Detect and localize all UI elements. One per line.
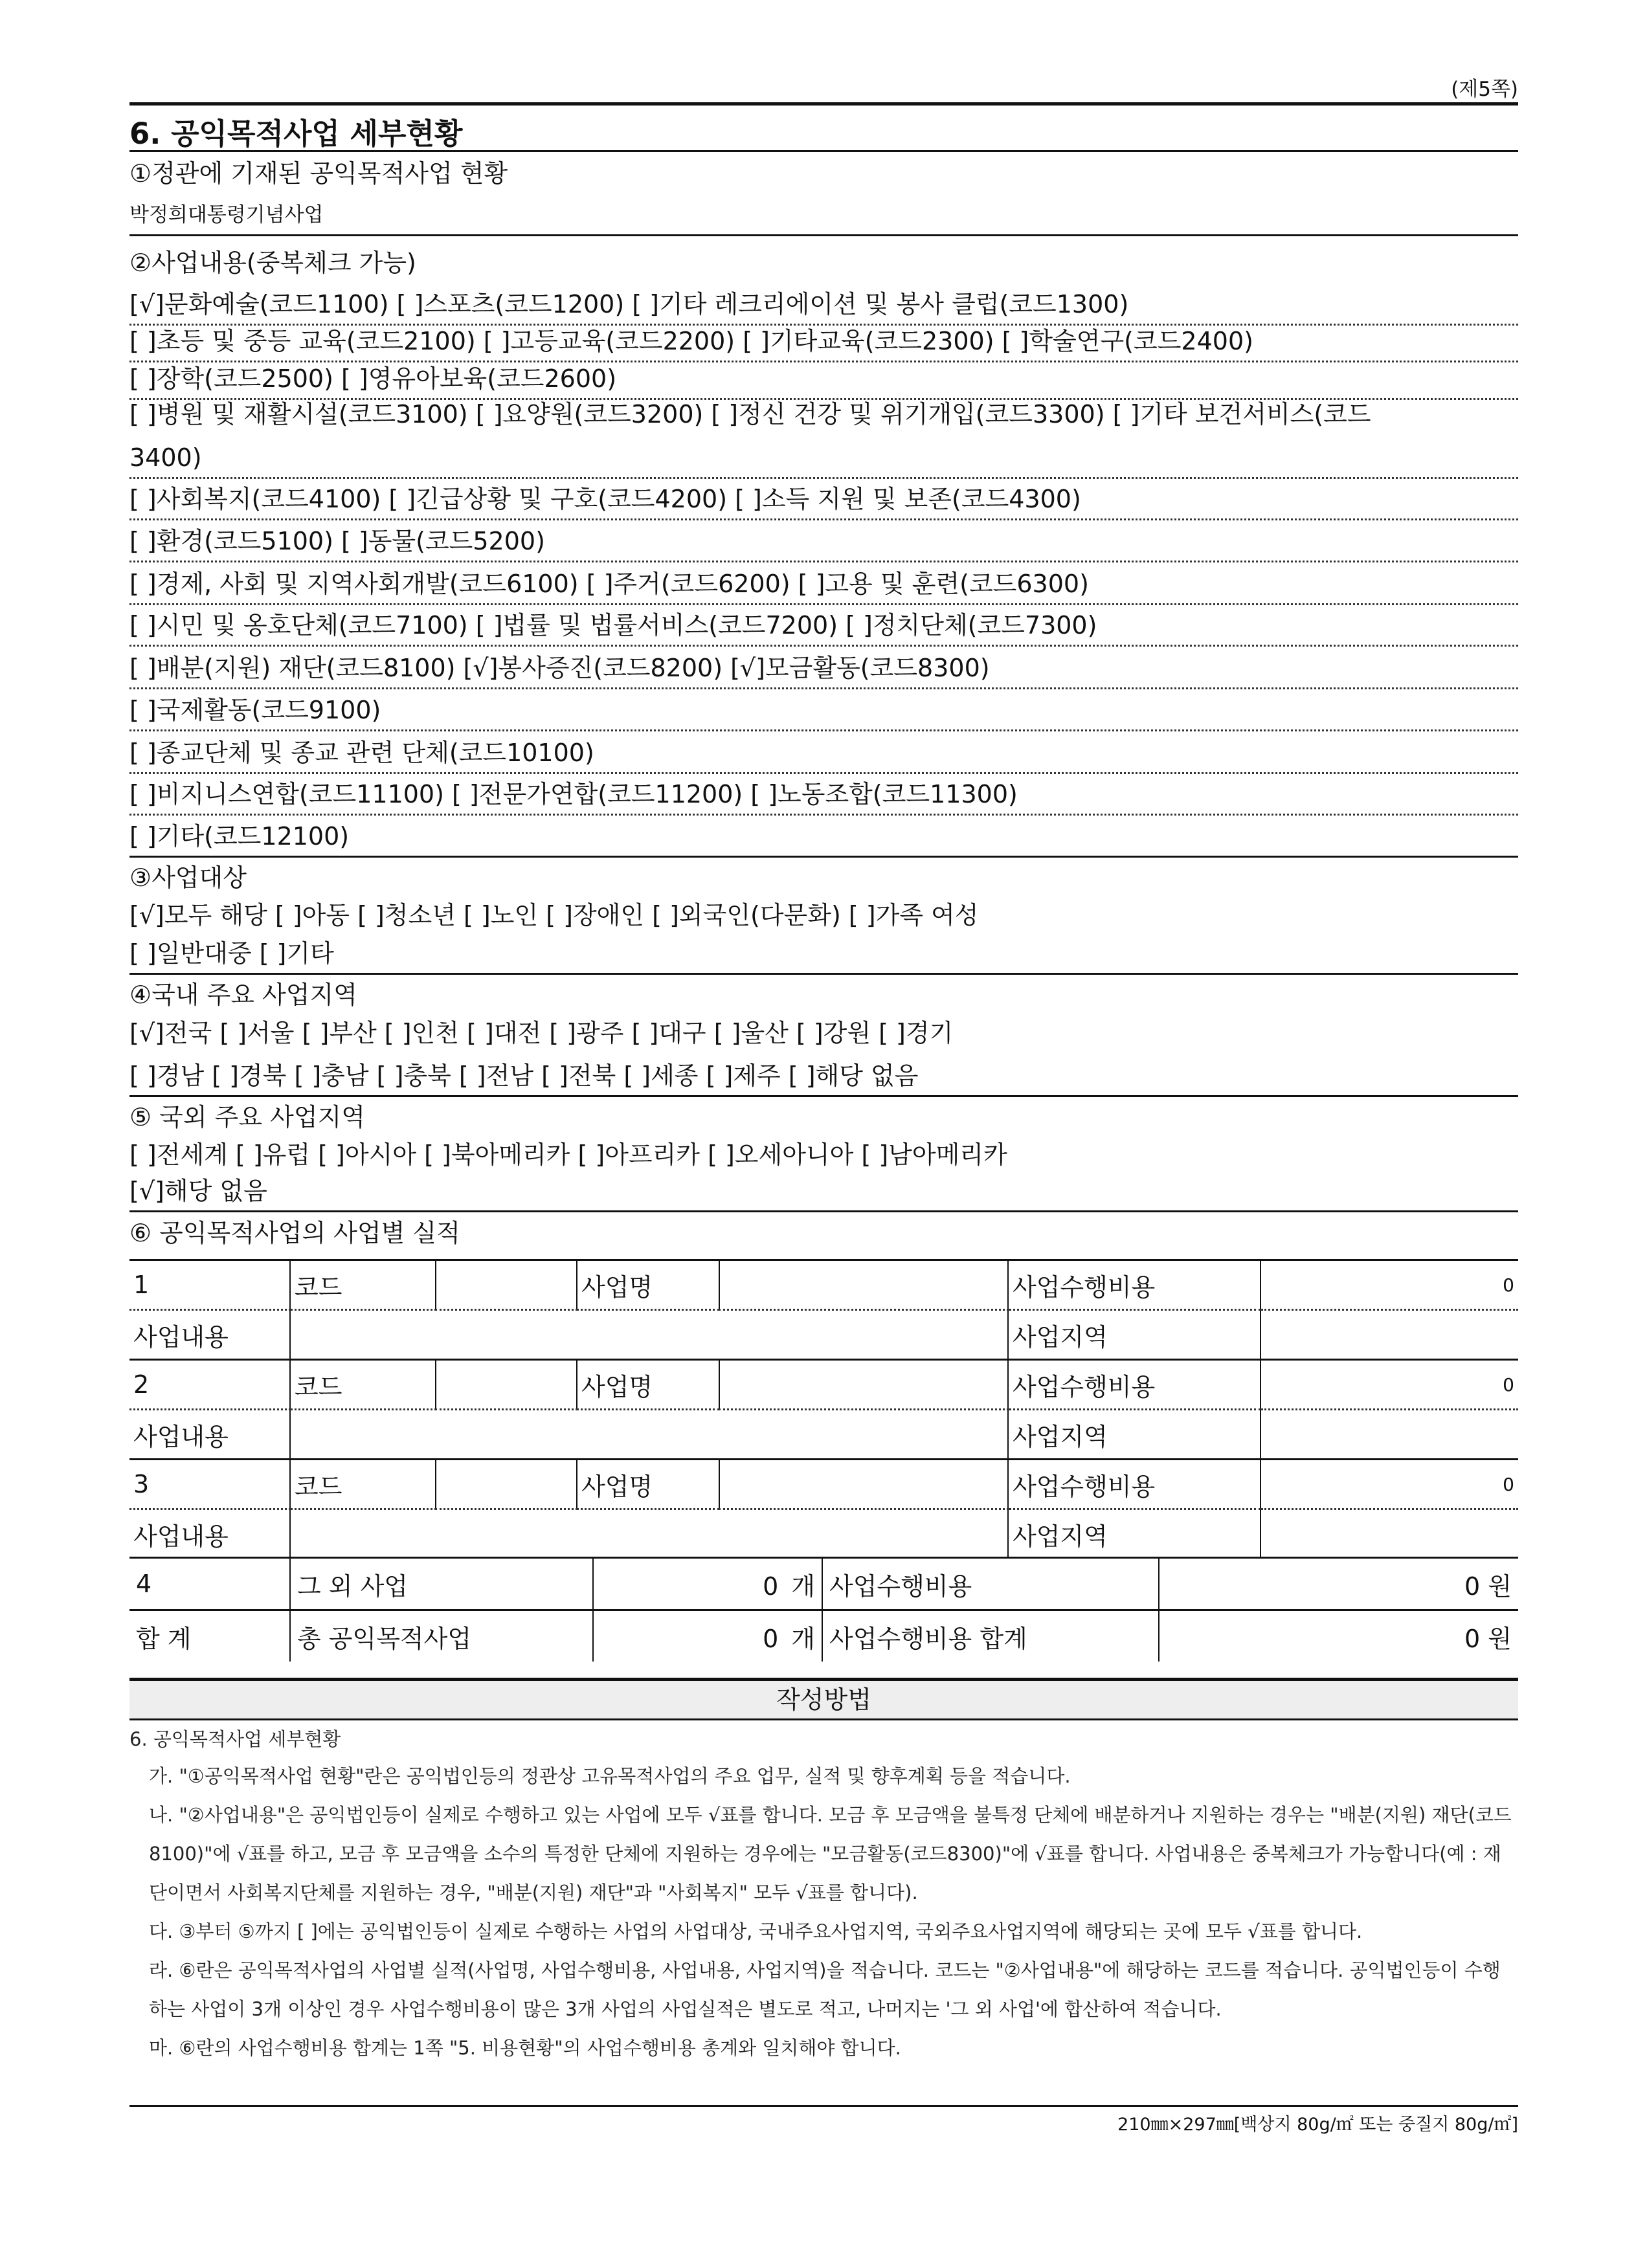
s6-label: ⑥ 공익목적사업의 사업별 실적 [129, 1219, 460, 1247]
s2-line: [ ]기타(코드12100) [129, 817, 1518, 858]
other-cost[interactable]: 0 원 [1159, 1558, 1518, 1610]
cost-label: 사업수행비용 [1008, 1260, 1260, 1310]
other-count[interactable] [593, 1558, 822, 1610]
s2-line: [ ]초등 및 중등 교육(코드2100) [ ]고등교육(코드2200) [ ]기타교육(코드2300) [ ]학술연구(코드2400) [129, 322, 1518, 362]
s2-line: [ ]시민 및 옹호단체(코드7100) [ ]법률 및 법률서비스(코드7200) [ ]정치단체(코드7300) [129, 606, 1518, 647]
name-label: 사업명 [577, 1360, 719, 1410]
paper-spec: 210㎜×297㎜[백상지 80g/㎡ 또는 중질지 80g/㎡] [1117, 2115, 1518, 2135]
guide-text [129, 1722, 1518, 2067]
name-value[interactable] [719, 1260, 1008, 1310]
s2-line: 3400) [129, 438, 1518, 479]
s2-line: [ ]경제, 사회 및 지역사회개발(코드6100) [ ]주거(코드6200) [ ]고용 및 훈련(코드6300) [129, 564, 1518, 605]
s3-line: [ ]일반대중 [ ]기타 [129, 934, 1518, 975]
s3-label: ③사업대상 [129, 863, 247, 892]
s2-line: [√]문화예술(코드1100) [ ]스포츠(코드1200) [ ]기타 레크리에이션 및 봉사 클럽(코드1300) [129, 285, 1518, 326]
cost-value[interactable]: 0 [1260, 1260, 1518, 1310]
guide-line: 다. ③부터 ⑤까지 [ ]에는 공익법인등이 실제로 수행하는 사업의 사업대상, 국내주요사업지역, 국외주요사업지역에 해당되는 곳에 모두 √표를 합니다. [149, 1920, 1363, 1942]
title-rule [129, 150, 1518, 152]
s2-line: [ ]병원 및 재활시설(코드3100) [ ]요양원(코드3200) [ ]정신 건강 및 위기개입(코드3300) [ ]기타 보건서비스(코드 [129, 400, 1371, 428]
content-label: 사업내용 [129, 1310, 290, 1360]
top-rule [129, 102, 1518, 106]
count-value: 0 [763, 1572, 779, 1601]
row-number: 4 [129, 1558, 290, 1610]
code-label: 코드 [290, 1360, 436, 1410]
table-row [129, 1509, 1518, 1559]
s2-line: [ ]환경(코드5100) [ ]동물(코드5200) [129, 522, 1518, 562]
count-unit: 개 [791, 1572, 815, 1601]
table-row [129, 1558, 1518, 1610]
s2-line: [ ]배분(지원) 재단(코드8100) [√]봉사증진(코드8200) [√]모금활동(코드8300) [129, 649, 1518, 689]
total-count[interactable] [593, 1610, 822, 1662]
content-value[interactable] [290, 1509, 1008, 1559]
s2-line: [ ]국제활동(코드9100) [129, 691, 1518, 731]
s2-label: ②사업내용(중복체크 가능) [129, 249, 416, 277]
guide-header: 작성방법 [129, 1678, 1518, 1720]
bottom-rule [129, 2105, 1518, 2107]
name-value[interactable] [719, 1360, 1008, 1410]
region-label: 사업지역 [1008, 1410, 1260, 1460]
code-value[interactable] [436, 1260, 577, 1310]
s4-line: [√]전국 [ ]서울 [ ]부산 [ ]인천 [ ]대전 [ ]광주 [ ]대구 [ ]울산 [ ]강원 [ ]경기 [129, 1019, 954, 1047]
table-row [129, 1260, 1518, 1310]
totals-table [129, 1557, 1518, 1662]
content-value[interactable] [290, 1410, 1008, 1460]
page-number: (제5쪽) [1451, 78, 1518, 101]
guide-line: 나. "②사업내용"은 공익법인등이 실제로 수행하고 있는 사업에 모두 √표를 합니다. 모금 후 모금액을 불특정 단체에 배분하거나 지원하는 경우는 "배분(지원) 재단(코드8100)"에 √표를 하고, 모금 후 모금액을 소수의 특정한 단체에 지원하는 경우에는 "모금활동(코드8300)"에 √표를 합니다. 사업내용은 중복체크가 가능합니다(예 : 재단이면서 사회복지단체를 지원하는 경우, "배분(지원) 재단"과 "사회복지" 모두 √표를 합니다). [149, 1804, 1512, 1904]
s4-line: [ ]경남 [ ]경북 [ ]충남 [ ]충북 [ ]전남 [ ]전북 [ ]세종 [ ]제주 [ ]해당 없음 [129, 1056, 1518, 1097]
code-value[interactable] [436, 1460, 577, 1509]
table-row [129, 1310, 1518, 1360]
s2-line: [ ]장학(코드2500) [ ]영유아보육(코드2600) [129, 359, 1518, 400]
cost-value[interactable]: 0 [1260, 1460, 1518, 1509]
s1-label: ①정관에 기재된 공익목적사업 현황 [129, 159, 508, 188]
content-label: 사업내용 [129, 1509, 290, 1559]
s1-value: 박정희대통령기념사업 [129, 195, 1518, 236]
guide-line: 마. ⑥란의 사업수행비용 합계는 1쪽 "5. 비용현황"의 사업수행비용 총계와 일치해야 합니다. [149, 2037, 901, 2059]
code-value[interactable] [436, 1360, 577, 1410]
s5-label: ⑤ 국외 주요 사업지역 [129, 1103, 365, 1131]
content-label: 사업내용 [129, 1410, 290, 1460]
cost-label: 사업수행비용 [1008, 1460, 1260, 1509]
s5-line: [√]해당 없음 [129, 1172, 1518, 1212]
region-value[interactable] [1260, 1310, 1518, 1360]
other-cost-label: 사업수행비용 [822, 1558, 1159, 1610]
guide-line: 라. ⑥란은 공익목적사업의 사업별 실적(사업명, 사업수행비용, 사업내용, 사업지역)을 적습니다. 코드는 "②사업내용"에 해당하는 코드를 적습니다. 공익법인등이 수행하는 사업이 3개 이상인 경우 사업수행비용이 많은 3개 사업의 사업실적은 별도로 적고, 나머지는 '그 외 사업'에 합산하여 적습니다. [149, 1959, 1501, 2020]
guide-line: 가. "①공익목적사업 현황"란은 공익법인등의 정관상 고유목적사업의 주요 업무, 실적 및 향후계획 등을 적습니다. [149, 1765, 1071, 1787]
row-number: 2 [129, 1360, 290, 1410]
row-number: 3 [129, 1460, 290, 1509]
name-label: 사업명 [577, 1260, 719, 1310]
section-title: 6. 공익목적사업 세부현황 [129, 117, 463, 151]
s2-line: [ ]종교단체 및 종교 관련 단체(코드10100) [129, 733, 1518, 774]
table-row [129, 1610, 1518, 1662]
table-row [129, 1360, 1518, 1410]
region-label: 사업지역 [1008, 1310, 1260, 1360]
table-row [129, 1460, 1518, 1509]
region-label: 사업지역 [1008, 1509, 1260, 1559]
code-label: 코드 [290, 1460, 436, 1509]
count-unit: 개 [791, 1624, 815, 1653]
s4-label: ④국내 주요 사업지역 [129, 981, 357, 1009]
total-desc: 총 공익목적사업 [290, 1610, 593, 1662]
s2-line: [ ]사회복지(코드4100) [ ]긴급상황 및 구호(코드4200) [ ]소득 지원 및 보존(코드4300) [129, 480, 1518, 520]
s3-line: [√]모두 해당 [ ]아동 [ ]청소년 [ ]노인 [ ]장애인 [ ]외국인(다문화) [ ]가족 여성 [129, 901, 979, 929]
total-cost-label: 사업수행비용 합계 [822, 1610, 1159, 1662]
table-row [129, 1410, 1518, 1460]
content-value[interactable] [290, 1310, 1008, 1360]
other-label: 그 외 사업 [290, 1558, 593, 1610]
code-label: 코드 [290, 1260, 436, 1310]
name-label: 사업명 [577, 1460, 719, 1509]
guide-line: 6. 공익목적사업 세부현황 [129, 1728, 341, 1750]
region-value[interactable] [1260, 1410, 1518, 1460]
name-value[interactable] [719, 1460, 1008, 1509]
cost-label: 사업수행비용 [1008, 1360, 1260, 1410]
count-value: 0 [763, 1624, 779, 1653]
s2-line: [ ]비지니스연합(코드11100) [ ]전문가연합(코드11200) [ ]노동조합(코드11300) [129, 775, 1518, 816]
s5-line: [ ]전세계 [ ]유럽 [ ]아시아 [ ]북아메리카 [ ]아프리카 [ ]오세아니아 [ ]남아메리카 [129, 1140, 1007, 1169]
total-cost[interactable]: 0 원 [1159, 1610, 1518, 1662]
total-label: 합 계 [129, 1610, 290, 1662]
region-value[interactable] [1260, 1509, 1518, 1559]
cost-value[interactable]: 0 [1260, 1360, 1518, 1410]
row-number: 1 [129, 1260, 290, 1310]
results-table [129, 1259, 1518, 1558]
